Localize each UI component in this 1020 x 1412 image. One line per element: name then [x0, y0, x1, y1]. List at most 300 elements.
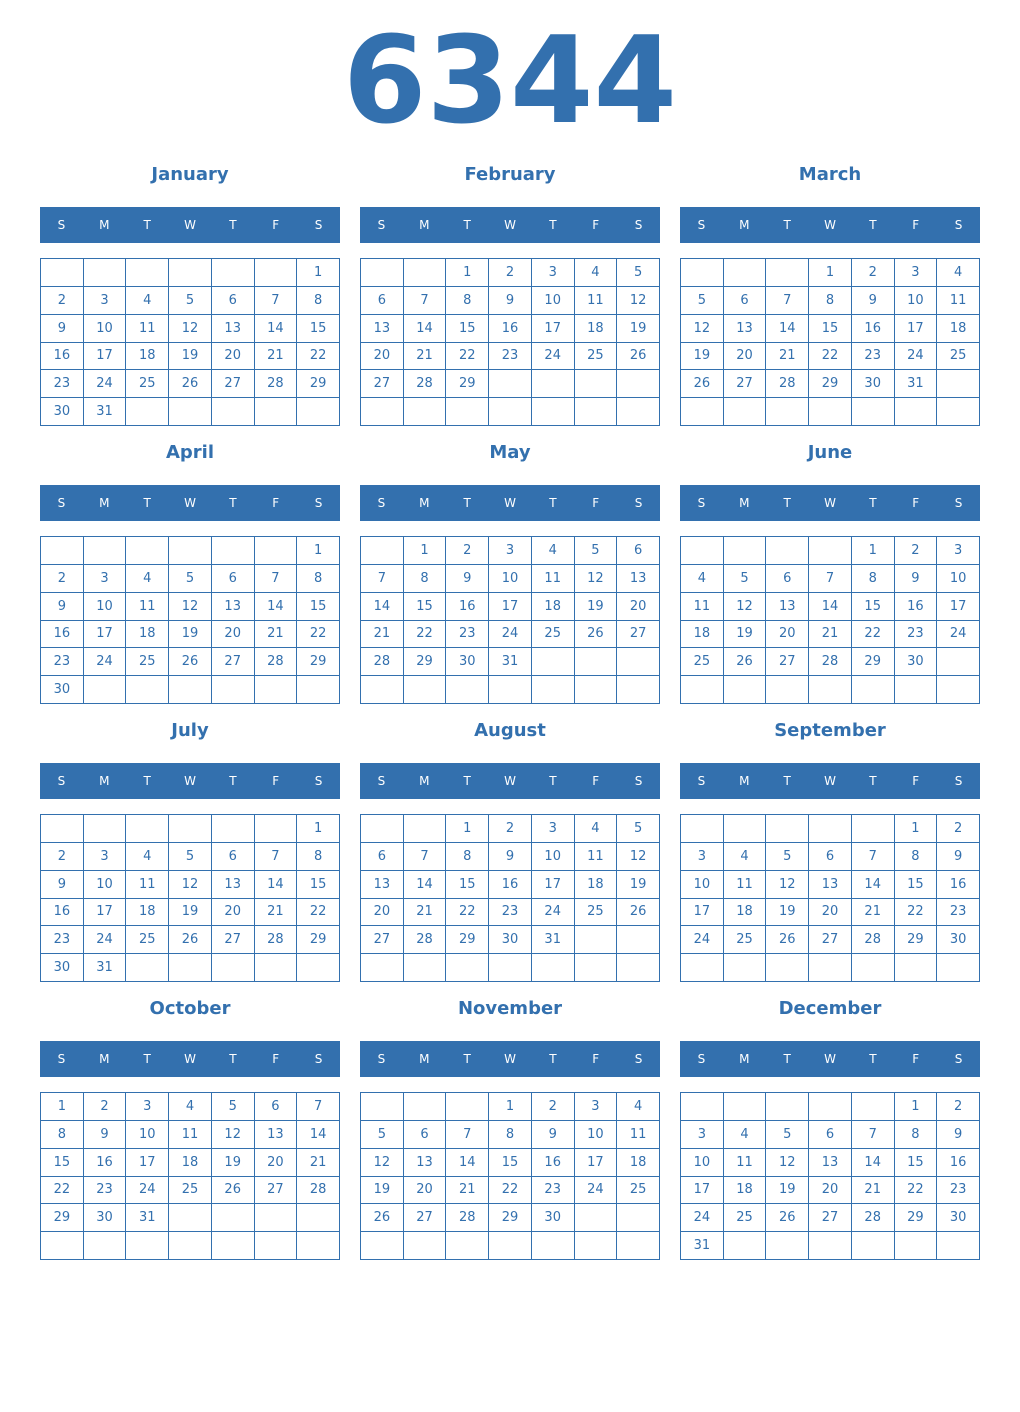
day-cell: 22: [489, 1177, 532, 1205]
empty-day-cell: [895, 1232, 938, 1260]
day-cell: 19: [169, 621, 212, 649]
empty-day-cell: [852, 815, 895, 843]
empty-day-cell: [297, 398, 340, 426]
weekday-header: [40, 1041, 340, 1077]
weekday-label: S: [697, 218, 706, 232]
empty-day-cell: [446, 1232, 489, 1260]
day-cell: 21: [446, 1177, 489, 1205]
day-cell: 14: [404, 315, 447, 343]
weekday-label: M: [419, 218, 430, 232]
day-cell: 17: [532, 871, 575, 899]
day-cell: 24: [681, 1204, 724, 1232]
day-cell: 18: [724, 899, 767, 927]
empty-day-cell: [809, 1093, 852, 1121]
empty-day-cell: [404, 1232, 447, 1260]
empty-day-cell: [532, 1232, 575, 1260]
weekday-header: [360, 207, 660, 243]
weekday-label: M: [739, 774, 750, 788]
day-cell: 11: [126, 871, 169, 899]
day-cell: 23: [895, 621, 938, 649]
day-cell: 14: [852, 871, 895, 899]
day-cell: 8: [809, 287, 852, 315]
day-cell: 24: [84, 926, 127, 954]
day-cell: 21: [255, 899, 298, 927]
weekday-header: [680, 207, 980, 243]
day-cell: 11: [724, 1149, 767, 1177]
day-cell: 1: [297, 537, 340, 565]
day-cell: 13: [724, 315, 767, 343]
day-cell: 30: [937, 926, 980, 954]
day-grid: [40, 536, 340, 704]
day-cell: 12: [169, 315, 212, 343]
day-cell: 5: [361, 1121, 404, 1149]
day-cell: 9: [895, 565, 938, 593]
weekday-label: T: [463, 218, 471, 232]
day-cell: 10: [895, 287, 938, 315]
empty-day-cell: [404, 815, 447, 843]
day-cell: 3: [532, 259, 575, 287]
weekday-label: T: [783, 218, 791, 232]
day-cell: 26: [361, 1204, 404, 1232]
day-cell: 4: [724, 843, 767, 871]
month-name: January: [151, 164, 229, 185]
day-cell: 17: [84, 343, 127, 371]
day-cell: 11: [937, 287, 980, 315]
empty-day-cell: [212, 954, 255, 982]
day-cell: 17: [84, 899, 127, 927]
day-cell: 24: [575, 1177, 618, 1205]
day-cell: 16: [446, 593, 489, 621]
day-cell: 27: [809, 926, 852, 954]
day-grid: [40, 814, 340, 982]
day-cell: 11: [126, 593, 169, 621]
empty-day-cell: [895, 954, 938, 982]
empty-day-cell: [852, 1093, 895, 1121]
day-cell: 20: [724, 343, 767, 371]
day-cell: 20: [212, 899, 255, 927]
day-cell: 6: [255, 1093, 298, 1121]
empty-day-cell: [84, 676, 127, 704]
day-cell: 9: [84, 1121, 127, 1149]
day-cell: 24: [84, 370, 127, 398]
day-cell: 26: [724, 648, 767, 676]
month-july: [40, 716, 340, 988]
day-cell: 8: [297, 565, 340, 593]
day-cell: 30: [937, 1204, 980, 1232]
day-cell: 7: [446, 1121, 489, 1149]
empty-day-cell: [255, 1204, 298, 1232]
empty-day-cell: [297, 954, 340, 982]
empty-day-cell: [766, 537, 809, 565]
weekday-label: S: [634, 1052, 643, 1066]
day-cell: 22: [297, 343, 340, 371]
day-cell: 24: [126, 1177, 169, 1205]
day-cell: 15: [41, 1149, 84, 1177]
day-cell: 26: [575, 621, 618, 649]
day-cell: 13: [212, 593, 255, 621]
month-name: December: [778, 998, 882, 1019]
day-cell: 16: [937, 1149, 980, 1177]
day-cell: 7: [255, 565, 298, 593]
empty-day-cell: [212, 259, 255, 287]
day-cell: 14: [852, 1149, 895, 1177]
day-grid: [40, 258, 340, 426]
day-grid: [360, 1092, 660, 1260]
month-name: April: [165, 442, 215, 463]
month-name: November: [457, 998, 563, 1019]
weekday-label: M: [99, 774, 110, 788]
day-cell: 26: [681, 370, 724, 398]
weekday-label: M: [739, 1052, 750, 1066]
day-cell: 27: [404, 1204, 447, 1232]
empty-day-cell: [766, 954, 809, 982]
weekday-label: W: [824, 774, 836, 788]
day-cell: 3: [84, 287, 127, 315]
day-cell: 10: [532, 287, 575, 315]
weekday-header: [680, 485, 980, 521]
day-cell: 25: [126, 648, 169, 676]
empty-day-cell: [766, 398, 809, 426]
empty-day-cell: [126, 1232, 169, 1260]
day-cell: 19: [617, 871, 660, 899]
day-cell: 19: [766, 899, 809, 927]
weekday-label: T: [783, 774, 791, 788]
day-grid: [360, 814, 660, 982]
day-cell: 29: [446, 370, 489, 398]
empty-day-cell: [575, 398, 618, 426]
day-cell: 6: [809, 843, 852, 871]
day-cell: 7: [766, 287, 809, 315]
empty-day-cell: [212, 1204, 255, 1232]
empty-day-cell: [809, 537, 852, 565]
empty-day-cell: [852, 398, 895, 426]
day-grid: [680, 1092, 980, 1260]
day-cell: 15: [297, 315, 340, 343]
weekday-header: [40, 207, 340, 243]
day-cell: 12: [681, 315, 724, 343]
empty-day-cell: [169, 954, 212, 982]
day-cell: 24: [489, 621, 532, 649]
empty-day-cell: [724, 676, 767, 704]
day-cell: 30: [852, 370, 895, 398]
weekday-label: S: [954, 1052, 963, 1066]
day-cell: 25: [617, 1177, 660, 1205]
day-cell: 17: [489, 593, 532, 621]
empty-day-cell: [724, 537, 767, 565]
weekday-label: T: [869, 774, 877, 788]
day-cell: 15: [852, 593, 895, 621]
empty-day-cell: [575, 648, 618, 676]
day-cell: 10: [532, 843, 575, 871]
weekday-label: T: [783, 496, 791, 510]
weekday-label: W: [504, 218, 516, 232]
day-cell: 5: [169, 843, 212, 871]
day-cell: 6: [617, 537, 660, 565]
day-cell: 26: [169, 370, 212, 398]
empty-day-cell: [255, 259, 298, 287]
day-cell: 4: [575, 259, 618, 287]
empty-day-cell: [532, 370, 575, 398]
day-cell: 23: [532, 1177, 575, 1205]
day-cell: 17: [84, 621, 127, 649]
day-cell: 3: [489, 537, 532, 565]
day-cell: 5: [766, 1121, 809, 1149]
day-cell: 29: [297, 370, 340, 398]
weekday-header: [360, 763, 660, 799]
day-cell: 10: [84, 315, 127, 343]
empty-day-cell: [169, 537, 212, 565]
day-cell: 18: [575, 315, 618, 343]
weekday-label: F: [592, 1052, 600, 1066]
day-cell: 25: [724, 1204, 767, 1232]
day-cell: 11: [126, 315, 169, 343]
weekday-label: T: [549, 774, 557, 788]
empty-day-cell: [446, 1093, 489, 1121]
day-cell: 16: [489, 871, 532, 899]
day-cell: 6: [212, 565, 255, 593]
day-cell: 22: [297, 621, 340, 649]
day-cell: 6: [404, 1121, 447, 1149]
empty-day-cell: [809, 398, 852, 426]
day-cell: 4: [724, 1121, 767, 1149]
day-cell: 31: [681, 1232, 724, 1260]
day-cell: 18: [126, 621, 169, 649]
day-cell: 14: [255, 315, 298, 343]
day-cell: 28: [404, 926, 447, 954]
empty-day-cell: [297, 1204, 340, 1232]
day-cell: 15: [895, 871, 938, 899]
day-cell: 6: [212, 287, 255, 315]
day-cell: 4: [126, 565, 169, 593]
day-cell: 9: [41, 315, 84, 343]
day-cell: 13: [361, 315, 404, 343]
day-cell: 11: [532, 565, 575, 593]
day-cell: 31: [489, 648, 532, 676]
day-cell: 17: [532, 315, 575, 343]
month-may: [360, 438, 660, 710]
empty-day-cell: [724, 259, 767, 287]
day-cell: 19: [617, 315, 660, 343]
weekday-label: S: [314, 218, 323, 232]
empty-day-cell: [617, 1204, 660, 1232]
empty-day-cell: [766, 676, 809, 704]
weekday-label: S: [697, 496, 706, 510]
empty-day-cell: [532, 676, 575, 704]
day-cell: 2: [41, 843, 84, 871]
day-cell: 21: [255, 343, 298, 371]
weekday-label: T: [143, 496, 151, 510]
day-cell: 28: [404, 370, 447, 398]
day-cell: 2: [895, 537, 938, 565]
empty-day-cell: [809, 676, 852, 704]
day-cell: 23: [937, 1177, 980, 1205]
empty-day-cell: [255, 815, 298, 843]
day-cell: 8: [489, 1121, 532, 1149]
empty-day-cell: [255, 1232, 298, 1260]
empty-day-cell: [361, 537, 404, 565]
day-cell: 26: [766, 1204, 809, 1232]
day-cell: 9: [937, 843, 980, 871]
day-cell: 29: [446, 926, 489, 954]
empty-day-cell: [852, 1232, 895, 1260]
day-cell: 7: [361, 565, 404, 593]
day-cell: 7: [255, 843, 298, 871]
day-cell: 19: [169, 343, 212, 371]
month-name: March: [798, 164, 862, 185]
day-cell: 18: [937, 315, 980, 343]
day-cell: 13: [212, 871, 255, 899]
day-cell: 22: [404, 621, 447, 649]
day-cell: 28: [361, 648, 404, 676]
day-cell: 22: [41, 1177, 84, 1205]
weekday-label: T: [463, 1052, 471, 1066]
month-name: September: [774, 720, 886, 741]
weekday-label: T: [549, 218, 557, 232]
empty-day-cell: [617, 648, 660, 676]
empty-day-cell: [681, 537, 724, 565]
weekday-label: F: [272, 496, 280, 510]
day-cell: 21: [809, 621, 852, 649]
weekday-label: M: [419, 496, 430, 510]
day-cell: 28: [255, 370, 298, 398]
day-cell: 4: [937, 259, 980, 287]
day-cell: 16: [41, 343, 84, 371]
day-cell: 2: [852, 259, 895, 287]
day-cell: 13: [361, 871, 404, 899]
day-cell: 12: [212, 1121, 255, 1149]
day-grid: [680, 258, 980, 426]
day-cell: 25: [532, 621, 575, 649]
day-cell: 4: [617, 1093, 660, 1121]
day-cell: 22: [895, 899, 938, 927]
day-cell: 6: [809, 1121, 852, 1149]
day-cell: 7: [255, 287, 298, 315]
weekday-label: T: [463, 496, 471, 510]
day-cell: 5: [212, 1093, 255, 1121]
day-cell: 27: [809, 1204, 852, 1232]
day-cell: 5: [617, 815, 660, 843]
day-cell: 12: [617, 287, 660, 315]
empty-day-cell: [41, 1232, 84, 1260]
empty-day-cell: [895, 676, 938, 704]
day-cell: 26: [212, 1177, 255, 1205]
day-cell: 22: [895, 1177, 938, 1205]
day-cell: 5: [766, 843, 809, 871]
day-cell: 15: [297, 871, 340, 899]
day-cell: 21: [404, 899, 447, 927]
day-cell: 15: [446, 315, 489, 343]
empty-day-cell: [724, 1232, 767, 1260]
weekday-header: [40, 763, 340, 799]
day-cell: 27: [724, 370, 767, 398]
day-cell: 2: [489, 259, 532, 287]
month-october: [40, 994, 340, 1266]
day-cell: 30: [84, 1204, 127, 1232]
day-cell: 7: [297, 1093, 340, 1121]
day-cell: 13: [809, 871, 852, 899]
day-cell: 2: [489, 815, 532, 843]
day-cell: 10: [84, 871, 127, 899]
day-cell: 27: [255, 1177, 298, 1205]
day-cell: 1: [297, 259, 340, 287]
empty-day-cell: [681, 676, 724, 704]
day-cell: 23: [852, 343, 895, 371]
day-cell: 11: [169, 1121, 212, 1149]
day-cell: 20: [255, 1149, 298, 1177]
month-september: [680, 716, 980, 988]
day-cell: 7: [852, 1121, 895, 1149]
empty-day-cell: [404, 676, 447, 704]
empty-day-cell: [809, 815, 852, 843]
day-cell: 21: [404, 343, 447, 371]
empty-day-cell: [681, 259, 724, 287]
day-cell: 21: [852, 1177, 895, 1205]
day-cell: 29: [297, 648, 340, 676]
day-cell: 17: [575, 1149, 618, 1177]
empty-day-cell: [809, 954, 852, 982]
day-cell: 17: [937, 593, 980, 621]
day-cell: 1: [895, 1093, 938, 1121]
day-cell: 29: [895, 926, 938, 954]
day-cell: 31: [84, 954, 127, 982]
weekday-label: S: [954, 774, 963, 788]
empty-day-cell: [489, 676, 532, 704]
day-cell: 19: [361, 1177, 404, 1205]
empty-day-cell: [84, 1232, 127, 1260]
weekday-label: F: [912, 218, 920, 232]
day-cell: 2: [446, 537, 489, 565]
weekday-label: S: [954, 496, 963, 510]
empty-day-cell: [724, 1093, 767, 1121]
day-cell: 27: [212, 648, 255, 676]
day-cell: 28: [809, 648, 852, 676]
day-cell: 10: [681, 871, 724, 899]
day-cell: 25: [724, 926, 767, 954]
day-cell: 24: [681, 926, 724, 954]
day-cell: 18: [617, 1149, 660, 1177]
day-cell: 27: [212, 926, 255, 954]
day-cell: 12: [766, 871, 809, 899]
day-cell: 3: [532, 815, 575, 843]
day-cell: 28: [446, 1204, 489, 1232]
weekday-header: [360, 1041, 660, 1077]
month-march: [680, 160, 980, 432]
weekday-label: T: [143, 1052, 151, 1066]
day-cell: 10: [84, 593, 127, 621]
day-cell: 12: [724, 593, 767, 621]
day-cell: 22: [446, 899, 489, 927]
day-cell: 25: [681, 648, 724, 676]
day-cell: 8: [446, 843, 489, 871]
day-cell: 3: [84, 565, 127, 593]
weekday-label: W: [824, 1052, 836, 1066]
month-february: [360, 160, 660, 432]
weekday-label: S: [377, 774, 386, 788]
day-cell: 13: [255, 1121, 298, 1149]
weekday-label: T: [229, 496, 237, 510]
day-cell: 29: [41, 1204, 84, 1232]
empty-day-cell: [489, 1232, 532, 1260]
weekday-label: S: [57, 1052, 66, 1066]
weekday-label: T: [229, 774, 237, 788]
weekday-label: W: [184, 774, 196, 788]
day-cell: 20: [809, 1177, 852, 1205]
day-cell: 15: [446, 871, 489, 899]
empty-day-cell: [212, 537, 255, 565]
day-grid: [360, 536, 660, 704]
weekday-header: [360, 485, 660, 521]
empty-day-cell: [766, 815, 809, 843]
